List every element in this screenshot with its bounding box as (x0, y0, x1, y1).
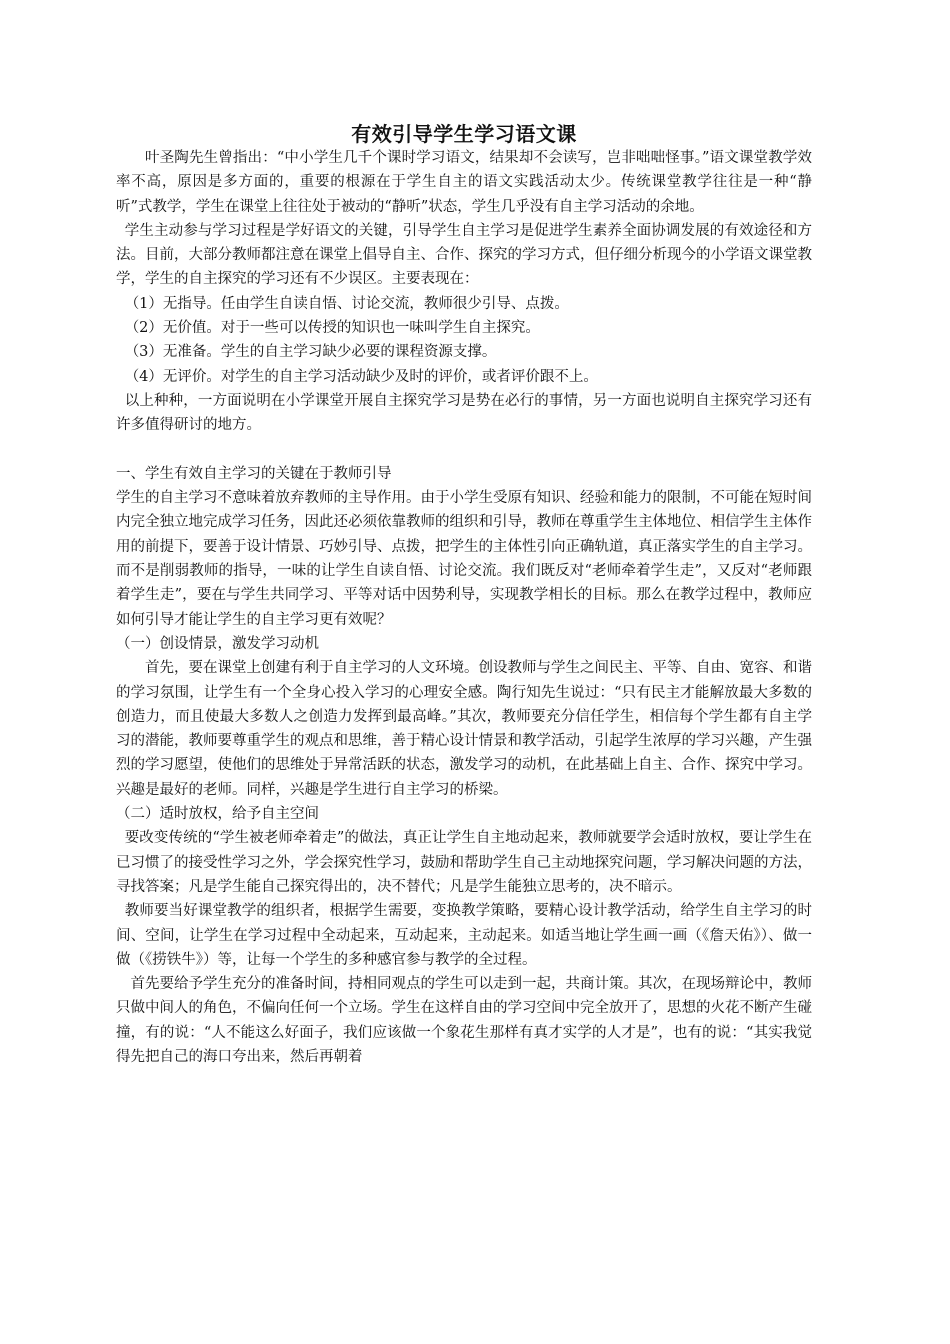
paragraph-delegate-3: 首先要给予学生充分的准备时间，持相同观点的学生可以走到一起，共商计策。其次，在现场辩论中，教师只做中间人的角色，不偏向任何一个立场。学生在这样自由的学习空间中完全放开了，思想的火花不断产生碰撞，有的说：“人不能这么好面子，我们应该做一个象花生那样有真才实学的人才是”，也有的说：“其实我觉得先把自己的海口夸出来，然后再朝着 (116, 976, 812, 1065)
list-item-no-guidance: （1）无指导。任由学生自读自悟、讨论交流，教师很少引导、点拨。 (124, 295, 569, 312)
paragraph-section-1: 学生的自主学习不意味着放弃教师的主导作用。由于小学生受原有知识、经验和能力的限制，不可能在短时间内完全独立地完成学习任务，因此还必须依靠教师的组织和引导，教师在尊重学生主体地位、相信学生主体作用的前提下，要善于设计情景、巧妙引导、点拨，把学生的主体性引向正确轨道，真正落实学生的自主学习。而不是削弱教师的指导，一味的让学生自读自悟、讨论交流。我们既反对“老师牵着学生走”，又反对“老师跟着学生走”，要在与学生共同学习、平等对话中因势利导，实现教学相长的目标。那么在教学过程中，教师应如何引导才能让学生的自主学习更有效呢？ (116, 490, 812, 628)
subheading-2: （二）适时放权，给予自主空间 (116, 806, 319, 823)
paragraph-delegate-1: 要改变传统的“学生被老师牵着走”的做法，真正让学生自主地动起来，教师就要学会适时放权，要让学生在已习惯了的接受性学习之外，学会探究性学习，鼓励和帮助学生自己主动地探究问题，学习解决问题的方法，寻找答案；凡是学生能自己探究得出的，决不替代；凡是学生能独立思考的，决不暗示。 (116, 830, 812, 895)
list-item-no-value: （2）无价值。对于一些可以传授的知识也一味叫学生自主探究。 (124, 320, 540, 337)
list-item-no-preparation: （3）无准备。学生的自主学习缺少必要的课程资源支撑。 (124, 344, 497, 361)
blank-line (116, 438, 812, 462)
subheading-1: （一）创设情景，激发学习动机 (116, 635, 319, 652)
paragraph-delegate-2: 教师要当好课堂教学的组织者，根据学生需要，变换教学策略，要精心设计教学活动，给学生自主学习的时间、空间，让学生在学习过程中全动起来，互动起来，主动起来。如适当地让学生画一画（《詹天佑》）、做一做（《捞铁牛》）等，让每一个学生的多种感官参与教学的全过程。 (116, 903, 812, 968)
list-item-no-evaluation: （4）无评价。对学生的自主学习活动缺少及时的评价，或者评价跟不上。 (124, 368, 598, 385)
paragraph-intro: 叶圣陶先生曾指出：“中小学生几千个课时学习语文，结果却不会读写，岂非咄咄怪事。”语文课堂教学效率不高，原因是多方面的，重要的根源在于学生自主的语文实践活动太少。传统课堂教学往往是一种“静听”式教学，学生在课堂上往往处于被动的“静听”状态，学生几乎没有自主学习活动的余地。 (116, 150, 812, 215)
paragraph-create-scene: 首先，要在课堂上创建有利于自主学习的人文环境。创设教师与学生之间民主、平等、自由、宽容、和谐的学习氛围，让学生有一个全身心投入学习的心理安全感。陶行知先生说过：“只有民主才能解放最大多数的创造力，而且使最大多数人之创造力发挥到最高峰。”其次，教师要充分信任学生，相信每个学生都有自主学习的潜能，教师要尊重学生的观点和思维，善于精心设计情景和教学活动，引起学生浓厚的学习兴趣，产生强烈的学习愿望，使他们的思维处于异常活跃的状态，激发学习的动机，在此基础上自主、合作、探究中学习。兴趣是最好的老师。同样，兴趣是学生进行自主学习的桥梁。 (116, 660, 812, 798)
paragraph-key-point: 学生主动参与学习过程是学好语文的关键，引导学生自主学习是促进学生素养全面协调发展的有效途径和方法。目前，大部分教师都注意在课堂上倡导自主、合作、探究的学习方式，但仔细分析现今的小学语文课堂教学，学生的自主探究的学习还有不少误区。主要表现在： (116, 222, 812, 288)
document-title: 有效引导学生学习语文课 (351, 122, 577, 146)
document-body (116, 120, 812, 1069)
paragraph-summary: 以上种种，一方面说明在小学课堂开展自主探究学习是势在必行的事情，另一方面也说明自主探究学习还有许多值得研讨的地方。 (116, 392, 812, 434)
section-heading-1: 一、学生有效自主学习的关键在于教师引导 (116, 465, 392, 482)
